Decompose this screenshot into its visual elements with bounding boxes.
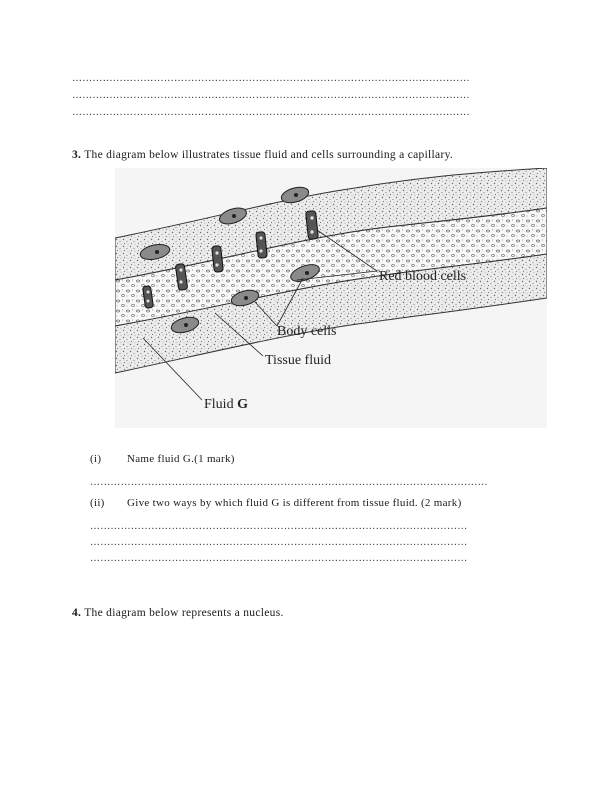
- label-fluid-word: Fluid: [204, 397, 238, 412]
- part-i: [90, 453, 235, 465]
- label-fluid-g: [204, 397, 248, 412]
- label-fluid-letter: G: [237, 397, 248, 412]
- label-body-cells: Body cells: [277, 324, 337, 339]
- answer-line: …………………………………………………………………………………………………: [90, 553, 468, 564]
- part-ii: [90, 497, 462, 509]
- question-number: 3.: [72, 149, 82, 161]
- label-red-blood-cells: Red blood cells: [379, 269, 467, 284]
- question-number: 4.: [72, 607, 82, 619]
- part-text: Name fluid G.(1 mark): [127, 453, 235, 465]
- question-4: [72, 607, 284, 619]
- answer-line: …………………………………………………………………………………………………: [90, 521, 468, 532]
- answer-line: ………………………………………………………………………………………………………: [72, 73, 470, 84]
- answer-line: …………………………………………………………………………………………………: [90, 537, 468, 548]
- part-number: (ii): [90, 497, 105, 509]
- answer-line: ………………………………………………………………………………………………………: [90, 477, 488, 488]
- capillary-diagram: [115, 168, 547, 428]
- part-text: Give two ways by which fluid G is different from tissue fluid. (2 mark): [127, 497, 462, 509]
- question-3: [72, 149, 453, 161]
- part-number: (i): [90, 453, 102, 465]
- label-tissue-fluid: Tissue fluid: [265, 353, 332, 368]
- question-text: The diagram below illustrates tissue fluid and cells surrounding a capillary.: [84, 149, 454, 161]
- question-text: The diagram below represents a nucleus.: [84, 607, 284, 619]
- answer-line: ………………………………………………………………………………………………………: [72, 90, 470, 101]
- answer-line: ………………………………………………………………………………………………………: [72, 107, 470, 118]
